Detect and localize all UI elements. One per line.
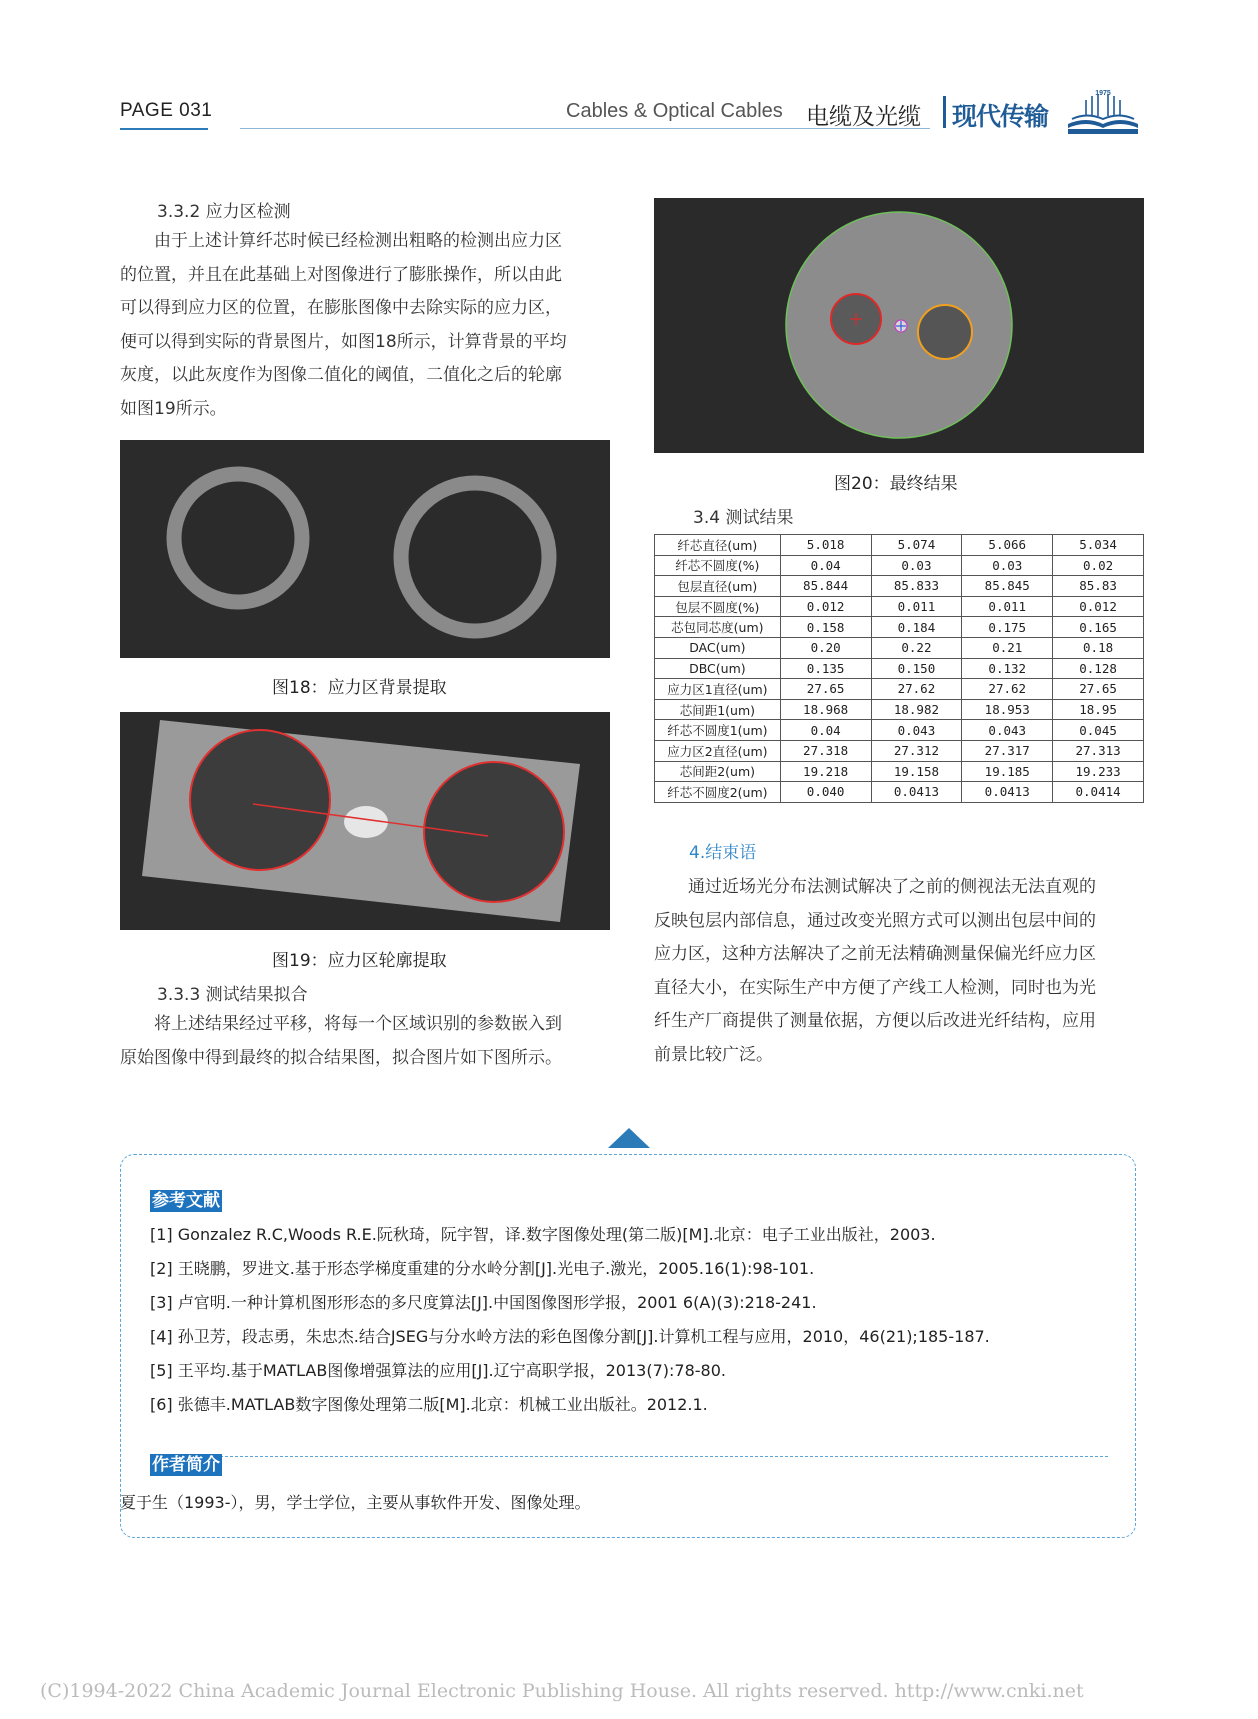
table-cell: 0.135 <box>780 658 871 679</box>
section-3-3-2-heading: 3.3.2 应力区检测 <box>157 202 291 222</box>
table-cell: 0.0414 <box>1053 782 1144 803</box>
table-cell: 18.95 <box>1053 699 1144 720</box>
table-cell: 0.011 <box>871 596 962 617</box>
header-separator <box>943 96 946 128</box>
body-line: 将上述结果经过平移，将每一个区域识别的参数嵌入到 <box>154 1014 562 1034</box>
logo-year: 1975 <box>1095 90 1111 97</box>
table-row <box>655 782 1144 803</box>
body-line: 原始图像中得到最终的拟合结果图，拟合图片如下图所示。 <box>120 1047 562 1068</box>
figure-18-caption: 图18：应力区背景提取 <box>272 678 447 698</box>
reference-item: [3] 卢官明.一种计算机图形形态的多尺度算法[J].中国图像图形学报，2001 6(A)(3):218-241. <box>150 1293 817 1312</box>
table-cell: 27.312 <box>871 740 962 761</box>
author-bio: 夏于生（1993-），男，学士学位，主要从事软件开发、图像处理。 <box>120 1493 591 1512</box>
table-row-label: 纤芯直径(um) <box>655 535 781 556</box>
table-cell: 19.185 <box>962 761 1053 782</box>
table-cell: 0.158 <box>780 617 871 638</box>
table-row <box>655 596 1144 617</box>
table-row <box>655 617 1144 638</box>
table-cell: 19.233 <box>1053 761 1144 782</box>
table-cell: 85.845 <box>962 576 1053 597</box>
table-cell: 5.018 <box>780 535 871 556</box>
table-row <box>655 637 1144 658</box>
body-line: 纤生产厂商提供了测量依据，方便以后改进光纤结构，应用 <box>654 1011 1096 1031</box>
table-row-label: 芯间距1(um) <box>655 699 781 720</box>
references-title-wrap <box>150 1186 222 1211</box>
table-row-label: 纤芯不圆度(%) <box>655 555 781 576</box>
body-line: 直径大小，在实际生产中方便了产线工人检测，同时也为光 <box>654 977 1096 998</box>
author-title: 作者简介 <box>152 1455 220 1475</box>
table-cell: 18.982 <box>871 699 962 720</box>
table-cell: 0.0413 <box>871 782 962 803</box>
table-cell: 0.132 <box>962 658 1053 679</box>
table-cell: 0.011 <box>962 596 1053 617</box>
body-line: 的位置，并且在此基础上对图像进行了膨胀操作，所以由此 <box>120 264 562 285</box>
table-cell: 0.165 <box>1053 617 1144 638</box>
table-cell: 0.03 <box>962 555 1053 576</box>
figure-19-caption: 图19：应力区轮廓提取 <box>272 951 447 971</box>
section-3-3-3-heading: 3.3.3 测试结果拟合 <box>157 985 308 1005</box>
table-cell: 5.034 <box>1053 535 1144 556</box>
reference-item: [1] Gonzalez R.C,Woods R.E.阮秋琦，阮宇智，译.数字图像处理(第二版)[M].北京：电子工业出版社，2003. <box>150 1225 936 1244</box>
table-row <box>655 679 1144 700</box>
table-row-label: DBC(um) <box>655 658 781 679</box>
figure-20-caption: 图20：最终结果 <box>834 474 958 494</box>
section-3-3-2-body <box>120 225 610 426</box>
table-cell: 27.65 <box>1053 679 1144 700</box>
section-3-3-3-body <box>120 1008 620 1075</box>
journal-logo <box>1066 86 1140 134</box>
table-cell: 0.0413 <box>962 782 1053 803</box>
body-line: 便可以得到实际的背景图片，如图18所示，计算背景的平均 <box>120 331 567 352</box>
journal-title-en: Cables & Optical Cables <box>566 100 783 122</box>
table-row <box>655 720 1144 741</box>
copyright-watermark: (C)1994-2022 China Academic Journal Electronic Publishing House. All rights reserved. http://www.cnki.net <box>40 1680 1084 1702</box>
section-3-4-heading: 3.4 测试结果 <box>693 508 794 528</box>
table-cell: 0.043 <box>962 720 1053 741</box>
table-cell: 85.833 <box>871 576 962 597</box>
table-cell: 0.012 <box>1053 596 1144 617</box>
table-row-label: 芯包同芯度(um) <box>655 617 781 638</box>
page-number: PAGE 031 <box>120 100 213 121</box>
table-cell: 19.218 <box>780 761 871 782</box>
table-cell: 27.318 <box>780 740 871 761</box>
results-table <box>654 534 1144 803</box>
table-row-label: 包层直径(um) <box>655 576 781 597</box>
body-line: 由于上述计算纤芯时候已经检测出粗略的检测出应力区 <box>154 231 562 251</box>
table-cell: 0.20 <box>780 637 871 658</box>
table-row-label: DAC(um) <box>655 637 781 658</box>
table-cell: 18.968 <box>780 699 871 720</box>
header-rule-left <box>120 128 208 130</box>
table-row-label: 应力区2直径(um) <box>655 740 781 761</box>
body-line: 反映包层内部信息，通过改变光照方式可以测出包层中间的 <box>654 910 1096 931</box>
figure-18-image <box>120 440 610 658</box>
table-cell: 0.02 <box>1053 555 1144 576</box>
table-cell: 5.066 <box>962 535 1053 556</box>
reference-item: [2] 王晓鹏，罗进文.基于形态学梯度重建的分水岭分割[J].光电子.激光，2005.16(1):98-101. <box>150 1259 815 1278</box>
table-cell: 27.317 <box>962 740 1053 761</box>
figure-20-image <box>654 198 1144 453</box>
body-line: 通过近场光分布法测试解决了之前的侧视法无法直观的 <box>688 877 1096 897</box>
table-cell: 0.150 <box>871 658 962 679</box>
author-title-wrap <box>150 1450 222 1475</box>
section-4-heading: 4.结束语 <box>689 843 757 863</box>
table-cell: 0.22 <box>871 637 962 658</box>
table-row-label: 包层不圆度(%) <box>655 596 781 617</box>
section-4-body <box>654 871 1144 1072</box>
table-row-label: 纤芯不圆度2(um) <box>655 782 781 803</box>
reference-item: [6] 张德丰.MATLAB数字图像处理第二版[M].北京：机械工业出版社。2012.1. <box>150 1395 708 1414</box>
table-cell: 27.62 <box>871 679 962 700</box>
table-cell: 0.18 <box>1053 637 1144 658</box>
table-row <box>655 576 1144 597</box>
table-row-label: 应力区1直径(um) <box>655 679 781 700</box>
table-cell: 27.65 <box>780 679 871 700</box>
table-cell: 0.21 <box>962 637 1053 658</box>
table-cell: 0.128 <box>1053 658 1144 679</box>
table-cell: 27.313 <box>1053 740 1144 761</box>
body-line: 灰度，以此灰度作为图像二值化的阈值，二值化之后的轮廓 <box>120 365 562 385</box>
references-title: 参考文献 <box>152 1191 220 1211</box>
table-cell: 0.184 <box>871 617 962 638</box>
reference-item: [5] 王平均.基于MATLAB图像增强算法的应用[J].辽宁高职学报，2013(7):78-80. <box>150 1361 726 1380</box>
table-cell: 0.040 <box>780 782 871 803</box>
table-cell: 5.074 <box>871 535 962 556</box>
table-cell: 18.953 <box>962 699 1053 720</box>
table-cell: 0.012 <box>780 596 871 617</box>
table-row-label: 芯间距2(um) <box>655 761 781 782</box>
table-cell: 0.04 <box>780 720 871 741</box>
table-cell: 85.844 <box>780 576 871 597</box>
table-row <box>655 535 1144 556</box>
box-divider <box>150 1456 1108 1457</box>
body-line: 如图19所示。 <box>120 398 227 419</box>
table-cell: 85.83 <box>1053 576 1144 597</box>
body-line: 应力区，这种方法解决了之前无法精确测量保偏光纤应力区 <box>654 944 1096 964</box>
table-cell: 0.043 <box>871 720 962 741</box>
table-row <box>655 761 1144 782</box>
body-line: 前景比较广泛。 <box>654 1044 773 1065</box>
body-line: 可以得到应力区的位置，在膨胀图像中去除实际的应力区， <box>120 298 562 318</box>
table-cell: 19.158 <box>871 761 962 782</box>
reference-item: [4] 孙卫芳，段志勇，朱忠杰.结合JSEG与分水岭方法的彩色图像分割[J].计算机工程与应用，2010，46(21);185-187. <box>150 1327 990 1346</box>
table-row <box>655 699 1144 720</box>
box-pointer-icon <box>608 1128 650 1148</box>
figure-19-image <box>120 712 610 930</box>
table-row <box>655 658 1144 679</box>
table-row <box>655 740 1144 761</box>
table-cell: 0.03 <box>871 555 962 576</box>
table-cell: 27.62 <box>962 679 1053 700</box>
table-row-label: 纤芯不圆度1(um) <box>655 720 781 741</box>
table-cell: 0.04 <box>780 555 871 576</box>
journal-brand: 现代传输 <box>952 102 1049 131</box>
table-cell: 0.175 <box>962 617 1053 638</box>
table-cell: 0.045 <box>1053 720 1144 741</box>
table-row <box>655 555 1144 576</box>
journal-title-cn: 电缆及光缆 <box>806 104 921 130</box>
